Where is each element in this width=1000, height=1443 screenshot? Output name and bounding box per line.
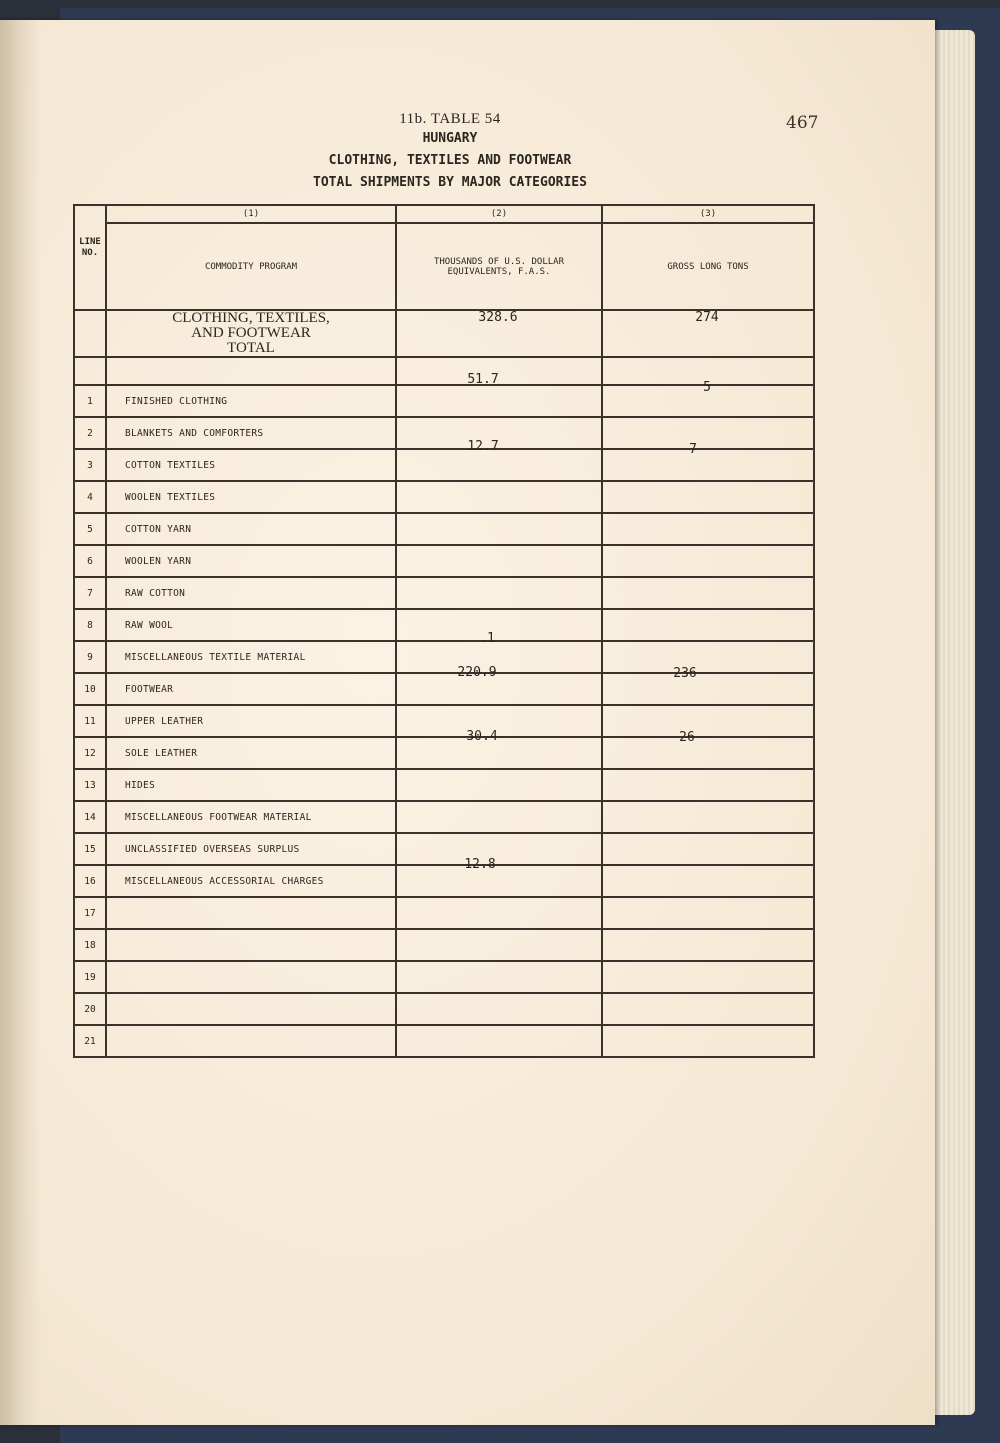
dollars-cell [396, 545, 602, 577]
total-tons: 274 [695, 310, 719, 325]
value-finished-clothing-dollars: 51.7 [467, 372, 499, 387]
line-number: 14 [74, 801, 106, 833]
commodity-name: RAW WOOL [106, 609, 396, 641]
tons-cell [602, 897, 814, 929]
commodity-header: COMMODITY PROGRAM [106, 223, 396, 310]
commodity-name: FINISHED CLOTHING [106, 385, 396, 417]
commodity-name: FOOTWEAR [106, 673, 396, 705]
table-row [74, 801, 814, 833]
value-textiles-dollars: 12.7 [467, 439, 499, 454]
line-number: 11 [74, 705, 106, 737]
table-subtitle: TOTAL SHIPMENTS BY MAJOR CATEGORIES [313, 175, 587, 190]
total-label: CLOTHING, TEXTILES, AND FOOTWEAR TOTAL [106, 310, 396, 357]
commodity-name: WOOLEN TEXTILES [106, 481, 396, 513]
value-footwear-tons: 236 [673, 666, 697, 681]
table-row [74, 929, 814, 961]
table-row [74, 865, 814, 897]
dollars-cell [396, 1025, 602, 1057]
line-number: 9 [74, 641, 106, 673]
table-row [74, 481, 814, 513]
commodity-name: UPPER LEATHER [106, 705, 396, 737]
table-row [74, 449, 814, 481]
table-row [74, 545, 814, 577]
table-row [74, 417, 814, 449]
tons-cell [602, 737, 814, 769]
line-number: 2 [74, 417, 106, 449]
dollars-header: THOUSANDS OF U.S. DOLLAR EQUIVALENTS, F.A.S. [396, 223, 602, 310]
table-row [74, 1025, 814, 1057]
column-number-blank [74, 205, 106, 223]
dollars-cell [396, 609, 602, 641]
commodity-name [106, 897, 396, 929]
line-number: 8 [74, 609, 106, 641]
table-row [74, 577, 814, 609]
line-number: 15 [74, 833, 106, 865]
value-leather-dollars: 30.4 [466, 729, 498, 744]
line-number: 6 [74, 545, 106, 577]
dollars-cell [396, 769, 602, 801]
total-dollars: 328.6 [478, 310, 518, 325]
table-id: 11b. TABLE 54 [399, 111, 501, 127]
commodity-name [106, 929, 396, 961]
column-number-2: (2) [396, 205, 602, 223]
column-number-1: (1) [106, 205, 396, 223]
line-number: 10 [74, 673, 106, 705]
tons-header: GROSS LONG TONS [602, 223, 814, 310]
country-heading: HUNGARY [422, 131, 478, 146]
line-number: 5 [74, 513, 106, 545]
value-footwear-dollars: 220.9 [457, 665, 497, 680]
line-number: 7 [74, 577, 106, 609]
table-row [74, 769, 814, 801]
column-number-row [74, 205, 814, 223]
header-row [74, 223, 814, 310]
tons-cell [602, 641, 814, 673]
tons-cell [602, 481, 814, 513]
table-row [74, 961, 814, 993]
dollars-cell [396, 641, 602, 673]
value-textiles-tons: 7 [689, 442, 697, 457]
tons-cell [602, 865, 814, 897]
shipments-table [73, 204, 813, 1047]
commodity-rows [74, 385, 814, 1057]
commodity-name: UNCLASSIFIED OVERSEAS SURPLUS [106, 833, 396, 865]
dollars-cell [396, 481, 602, 513]
line-number: 12 [74, 737, 106, 769]
commodity-name: RAW COTTON [106, 577, 396, 609]
total-line-no [74, 310, 106, 357]
commodity-name: HIDES [106, 769, 396, 801]
spacer-cell [396, 357, 602, 385]
tons-cell [602, 545, 814, 577]
commodity-name: WOOLEN YARN [106, 545, 396, 577]
dollars-cell [396, 833, 602, 865]
table-row [74, 609, 814, 641]
tons-cell [602, 705, 814, 737]
commodity-name: BLANKETS AND COMFORTERS [106, 417, 396, 449]
commodity-name: COTTON TEXTILES [106, 449, 396, 481]
table-row [74, 993, 814, 1025]
commodity-name [106, 1025, 396, 1057]
tons-cell [602, 609, 814, 641]
table-title: CLOTHING, TEXTILES AND FOOTWEAR [328, 153, 572, 168]
table-row [74, 897, 814, 929]
line-number: 1 [74, 385, 106, 417]
tons-cell [602, 513, 814, 545]
tons-cell [602, 769, 814, 801]
dollars-cell [396, 865, 602, 897]
line-number: 20 [74, 993, 106, 1025]
line-number: 18 [74, 929, 106, 961]
tons-cell [602, 673, 814, 705]
tons-cell [602, 577, 814, 609]
commodity-name [106, 993, 396, 1025]
dollars-cell [396, 897, 602, 929]
value-finished-clothing-tons: 5 [703, 380, 711, 395]
line-number: 13 [74, 769, 106, 801]
table-row [74, 737, 814, 769]
dollars-cell [396, 961, 602, 993]
page-number: 467 [786, 113, 819, 133]
tons-cell [602, 449, 814, 481]
table-row [74, 673, 814, 705]
line-number: 19 [74, 961, 106, 993]
value-accessorial-dollars: 12.8 [464, 857, 496, 872]
dollars-cell [396, 801, 602, 833]
commodity-name: MISCELLANEOUS TEXTILE MATERIAL [106, 641, 396, 673]
line-number: 16 [74, 865, 106, 897]
tons-cell [602, 417, 814, 449]
spacer-cell [106, 357, 396, 385]
tons-cell [602, 961, 814, 993]
table-row [74, 513, 814, 545]
line-number: 3 [74, 449, 106, 481]
dollars-cell [396, 513, 602, 545]
tons-cell [602, 993, 814, 1025]
line-number: 17 [74, 897, 106, 929]
value-leather-tons: 26 [679, 730, 695, 745]
table-row [74, 833, 814, 865]
line-number: 21 [74, 1025, 106, 1057]
line-no-header: LINE NO. [74, 223, 106, 310]
dollars-cell [396, 577, 602, 609]
tons-cell [602, 801, 814, 833]
tons-cell [602, 1025, 814, 1057]
commodity-name: SOLE LEATHER [106, 737, 396, 769]
spacer-cell [74, 357, 106, 385]
table-row [74, 705, 814, 737]
dollars-cell [396, 705, 602, 737]
commodity-name [106, 961, 396, 993]
column-number-3: (3) [602, 205, 814, 223]
dollars-cell [396, 929, 602, 961]
dollars-cell [396, 449, 602, 481]
value-misc-textile-dollars: .1 [479, 631, 495, 646]
page-gutter [0, 20, 42, 1425]
dollars-cell [396, 385, 602, 417]
tons-cell [602, 929, 814, 961]
dollars-cell [396, 673, 602, 705]
line-number: 4 [74, 481, 106, 513]
commodity-name: MISCELLANEOUS FOOTWEAR MATERIAL [106, 801, 396, 833]
dollars-cell [396, 993, 602, 1025]
tons-cell [602, 833, 814, 865]
dollars-cell [396, 417, 602, 449]
commodity-name: COTTON YARN [106, 513, 396, 545]
commodity-name: MISCELLANEOUS ACCESSORIAL CHARGES [106, 865, 396, 897]
table-row [74, 641, 814, 673]
dollars-cell [396, 737, 602, 769]
